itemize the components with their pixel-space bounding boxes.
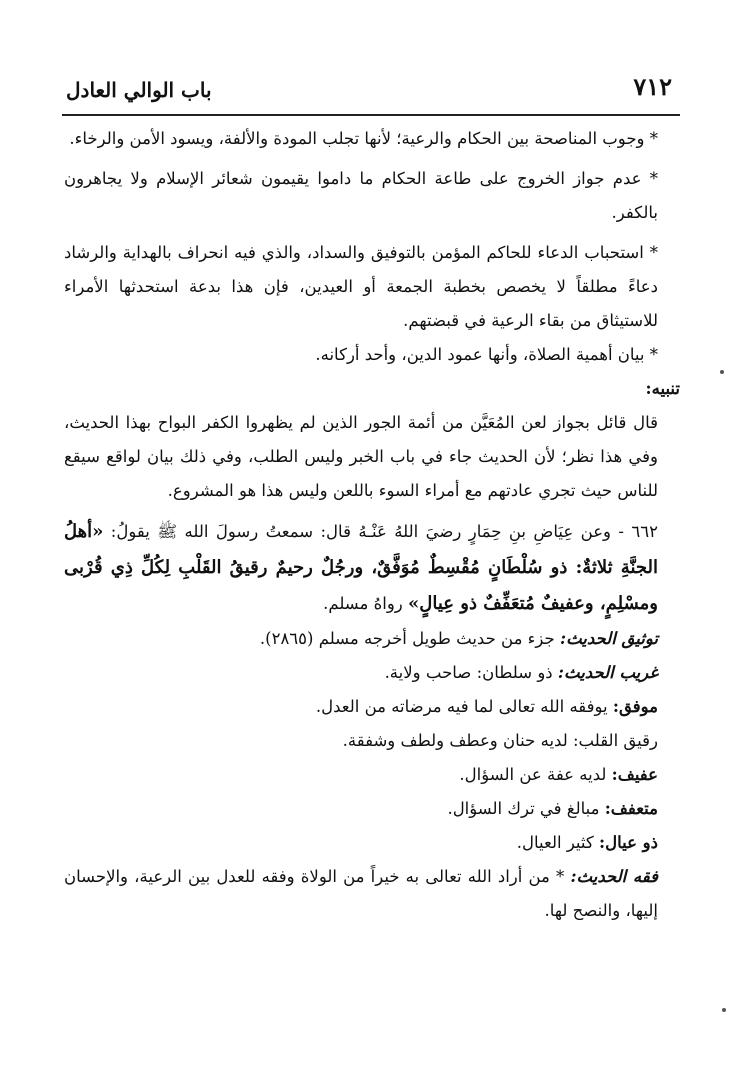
point-advice: * وجوب المناصحة بين الحكام والرعية؛ لأنها تجلب المودة والألفة، ويسود الأمن والرخاء.	[69, 129, 658, 148]
notice-text: قال قائل بجواز لعن المُعَيَّن من أئمة الجور الذين لم يظهروا الكفر البواح بهذا الحديث، وفي هذا نظر؛ لأن الحديث جاء في باب الخبر وليس الطلب، وفي ذلك بيان لواقع سيقع للناس حيث تجري عادتهم مع أمراء السوء باللعن وليس هذا هو المشروع.	[64, 413, 658, 500]
notice-heading: تنبيه:	[645, 379, 680, 398]
gharib-label: غريب الحديث:	[557, 663, 658, 682]
gharib-item	[64, 724, 680, 758]
hadith-source: رواهُ مسلم.	[323, 594, 403, 613]
point-no-rebellion: * عدم جواز الخروج على طاعة الحكام ما داموا يقيمون شعائر الإسلام ولا يجاهرون بالكفر.	[64, 169, 658, 222]
gharib-item	[64, 826, 680, 860]
takhrij-label: توثيق الحديث:	[559, 629, 658, 648]
fiqh-text: * من أراد الله تعالى به خيراً من الولاة وفقه للعدل بين الرعية، والإحسان إليها، والنصح لها.	[64, 867, 658, 920]
gharib-term: ذو عيال:	[599, 833, 658, 852]
gharib-def: مبالغ في ترك السؤال.	[447, 799, 600, 818]
gharib-def: كثير العيال.	[516, 833, 594, 852]
gharib-term: موفق:	[612, 697, 658, 716]
takhrij-text: جزء من حديث طويل أخرجه مسلم (٢٨٦٥).	[259, 629, 555, 648]
fiqh	[64, 860, 680, 928]
hadith-paragraph	[64, 514, 680, 622]
chapter-title: باب الوالي العادل	[66, 78, 212, 102]
gharib-item	[64, 690, 680, 724]
takhrij	[64, 622, 680, 656]
header-rule	[62, 114, 680, 116]
gharib-def: صاحب ولاية.	[384, 663, 472, 682]
fiqh-label: فقه الحديث:	[570, 867, 658, 886]
gharib-def: لديه حنان وعطف ولطف وشفقة.	[342, 731, 568, 750]
point-supplication: * استحباب الدعاء للحاكم المؤمن بالتوفيق والسداد، والذي فيه انحراف بالهداية والرشاد دعاءً مطلقاً لا يخصص بخطبة الجمعة أو العيدين، فإن هذا بدعة استحدثها الأمراء للاستيثاق من بقاء الرعية في قبضتهم.	[64, 243, 658, 330]
scan-speck	[722, 1008, 726, 1012]
gharib-first	[64, 656, 680, 690]
gharib-term: متعفف:	[604, 799, 658, 818]
gharib-item	[64, 758, 680, 792]
gharib-term: عفيف:	[611, 765, 658, 784]
page-body	[64, 122, 680, 928]
gharib-term: رقيق القلب:	[572, 731, 658, 750]
point-prayer: * بيان أهمية الصلاة، وأنها عمود الدين، وأحد أركانه.	[315, 345, 658, 364]
hadith-text: «أهلُ الجنَّةِ ثلاثةٌ: ذو سُلْطَانٍ مُقْسِطٌ مُوَفَّقٌ، ورجُلٌ رحيمٌ رقيقُ القَلْبِ لِكُلِّ ذِي قُرْبى ومسْلِمٍ، وعفيفٌ مُتعَفِّفٌ ذو عِيالٍ»	[64, 521, 658, 614]
gharib-item	[64, 792, 680, 826]
scan-speck	[720, 370, 724, 374]
gharib-def: لديه عفة عن السؤال.	[459, 765, 607, 784]
gharib-term: ذو سلطان:	[476, 663, 553, 682]
gharib-def: يوفقه الله تعالى لما فيه مرضاته من العدل.	[315, 697, 608, 716]
hadith-intro: ٦٦٢ - وعن عِيَاضِ بنِ حِمَارٍ رضيَ اللهُ عَنْـهُ قال: سمعتُ رسولَ الله ﷺ يقولُ:	[110, 522, 658, 541]
page-number: ٧١٢	[633, 72, 672, 101]
